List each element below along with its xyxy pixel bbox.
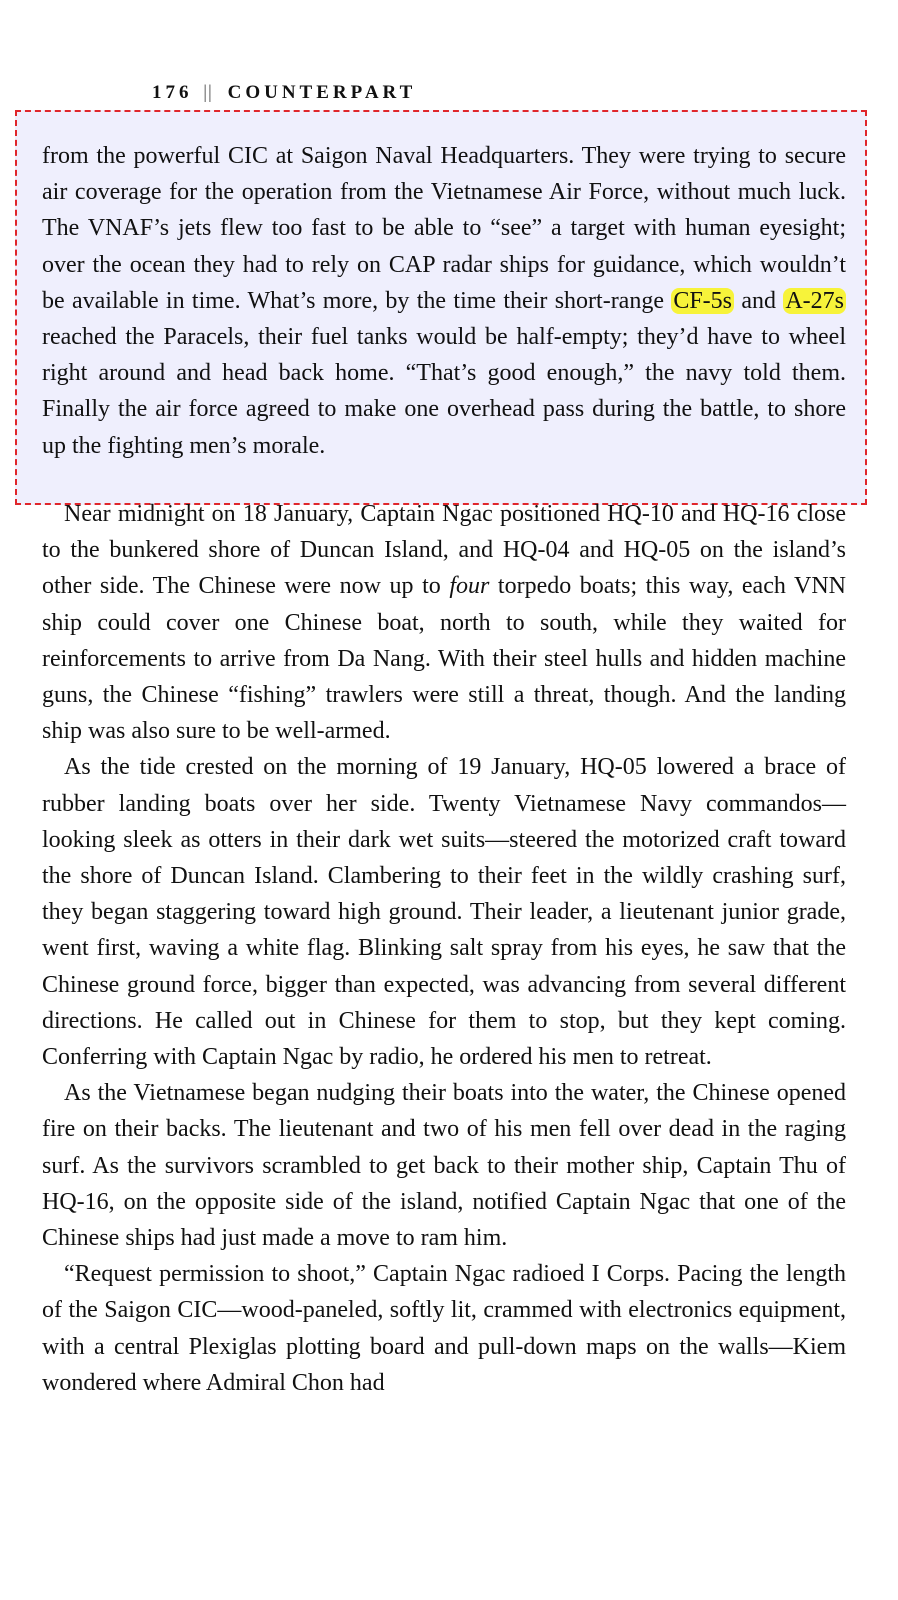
book-title: COUNTERPART [227,82,417,103]
body-text-block [42,496,846,1401]
highlighted-paragraph-text-b: and [734,287,784,314]
running-header [152,82,416,104]
paragraph-3: As the Vietnamese began nudging their boats into the water, the Chinese opened fire on their backs. The lieutenant and two of his men fell over dead in the raging surf. As the survivors scrambled to get back to their mother ship, Captain Thu of HQ-16, on the opposite side of the island, notified Captain Ngac that one of the Chinese ships had just made a move to ram him. [42,1080,846,1252]
highlight-a27s: A-27s [785,287,844,314]
paragraph-1-italic: four [449,573,490,600]
highlighted-text-block [42,138,846,464]
paragraph-1-text-b: torpedo boats; this way, each VNN ship could cover one Chinese boat, north to south, while they waited for reinforcements to arrive from Da Nang. With their steel hulls and hidden machine guns, the Chinese “fishing” trawlers were still a threat, though. And the landing ship was also sure to be well-armed. [42,573,846,745]
highlighted-paragraph-text-c: reached the Paracels, their fuel tanks would be half-empty; they’d have to wheel right around and head back home. “That’s good enough,” the navy told them. Finally the air force agreed to make one overhead pass during the battle, to shore up the fighting men’s morale. [42,324,846,459]
paragraph-4: “Request permission to shoot,” Captain Ngac radioed I Corps. Pacing the length of the Saigon CIC—wood-paneled, softly lit, crammed with electronics equipment, with a central Plexiglas plotting board and pull-down maps on the walls—Kiem wondered where Admiral Chon had [42,1261,846,1396]
paragraph-2: As the tide crested on the morning of 19 January, HQ-05 lowered a brace of rubber landing boats over her side. Twenty Vietnamese Navy commandos—looking sleek as otters in their dark wet suits—steered the motorized craft toward the shore of Duncan Island. Clambering to their feet in the wildly crashing surf, they began staggering toward high ground. Their leader, a lieutenant junior grade, went first, waving a white flag. Blinking salt spray from his eyes, he saw that the Chinese ground force, bigger than expected, was advancing from several different directions. He called out in Chinese for them to stop, but they kept coming. Conferring with Captain Ngac by radio, he ordered his men to retreat. [42,754,846,1071]
highlight-cf5s: CF-5s [673,287,733,314]
highlighted-paragraph-text-a: from the powerful CIC at Saigon Naval Headquarters. They were trying to secure air coverage for the operation from the Vietnamese Air Force, without much luck. The VNAF’s jets flew too fast to be able to “see” a target with human eyesight; over the ocean they had to rely on CAP radar ships for guidance, which wouldn’t be available in time. What’s more, by the time their short-range [42,143,846,314]
paragraph-1-text-a: Near midnight on 18 January, Captain Ngac positioned HQ-10 and HQ-16 close to the bunkered shore of Duncan Island, and HQ-04 and HQ-05 on the island’s other side. The Chinese were now up to [42,501,846,600]
header-separator: || [203,82,213,103]
highlighted-paragraph [42,138,846,464]
paragraph-1 [42,496,846,749]
page-number: 176 [152,82,193,103]
